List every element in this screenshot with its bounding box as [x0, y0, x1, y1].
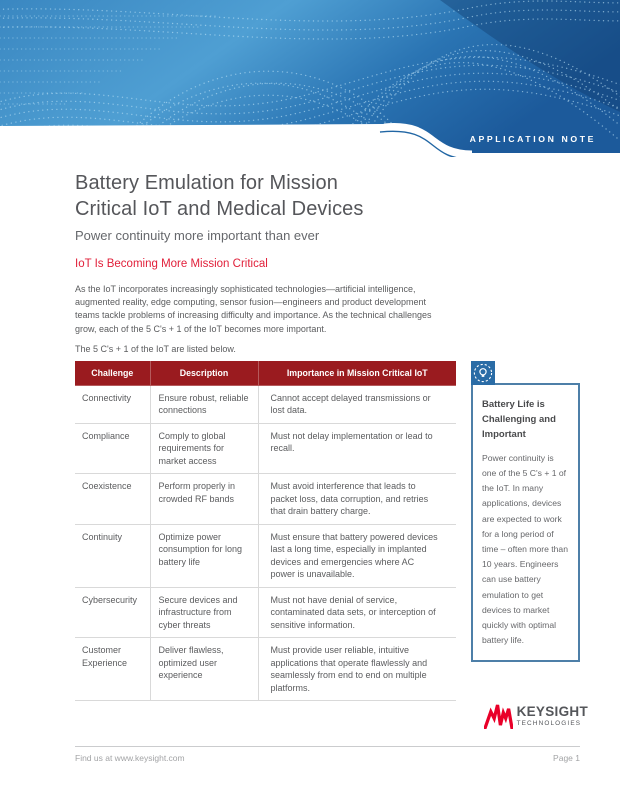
table-row [75, 524, 456, 587]
cell-importance: Must avoid interference that leads to packet loss, data corruption, and retries that drain battery charge. [258, 474, 456, 525]
document-title-line2: Critical IoT and Medical Devices [75, 198, 364, 220]
keysight-logo [484, 701, 588, 729]
table-and-sidebar-row [75, 361, 580, 702]
page-number: Page 1 [553, 753, 580, 763]
cell-description: Optimize power consumption for long battery life [150, 524, 258, 587]
column-header-importance: Importance in Mission Critical IoT [258, 361, 456, 386]
column-header-description: Description [150, 361, 258, 386]
cell-importance: Must not delay implementation or lead to recall. [258, 423, 456, 474]
callout-box [471, 383, 580, 663]
cell-challenge: Compliance [75, 423, 150, 474]
application-note-label: APPLICATION NOTE [469, 134, 596, 144]
table-header-row [75, 361, 456, 386]
intro-paragraph: As the IoT incorporates increasingly sophisticated technologies—artificial intelligence, augmented reality, edge computing, sensor fusion—engineers and product development teams tackle problems of increasing difficulty and importance. As the technical challenges grow, each of the 5 C's + 1 of the IoT becomes more important. [75, 284, 432, 334]
cell-importance: Must provide user reliable, intuitive applications that operate flawlessly and seamlessly from end to end on multiple platforms. [258, 638, 456, 701]
callout-heading: Battery Life is Challenging and Important [482, 398, 556, 440]
document-title-line1: Battery Emulation for Mission [75, 172, 338, 194]
table-row [75, 587, 456, 638]
keysight-logo-text [517, 701, 588, 727]
cell-challenge: Coexistence [75, 474, 150, 525]
cell-challenge: Customer Experience [75, 638, 150, 701]
page-footer [75, 746, 580, 763]
cell-description: Deliver flawless, optimized user experience [150, 638, 258, 701]
lightbulb-icon [471, 361, 495, 385]
table-row [75, 474, 456, 525]
header-banner [0, 0, 620, 157]
table-row [75, 423, 456, 474]
document-title [75, 170, 580, 222]
cell-description: Secure devices and infrastructure from cyber threats [150, 587, 258, 638]
table-row [75, 638, 456, 701]
callout-body: Power continuity is one of the 5 C's + 1 of the IoT. In many applications, devices are expected to work for a long period of time – often more than 10 years. Engineers can use battery emulation to get devices to market quickly with optimal battery life. [482, 452, 568, 646]
cell-challenge: Connectivity [75, 385, 150, 423]
cell-challenge: Continuity [75, 524, 150, 587]
cell-importance: Must ensure that battery powered devices last a long time, especially in implanted devices and emergencies where AC power is unavailable. [258, 524, 456, 587]
table-row [75, 385, 456, 423]
section-heading: IoT Is Becoming More Mission Critical [75, 258, 268, 270]
cell-importance: Cannot accept delayed transmissions or lost data. [258, 385, 456, 423]
cell-importance: Must not have denial of service, contaminated data sets, or interception of sensitive information. [258, 587, 456, 638]
keysight-logo-mark [484, 704, 513, 729]
cell-description: Ensure robust, reliable connections [150, 385, 258, 423]
table-lead-text: The 5 C's + 1 of the IoT are listed below. [75, 343, 236, 354]
footer-website-link[interactable]: Find us at www.keysight.com [75, 753, 185, 763]
column-header-challenge: Challenge [75, 361, 150, 386]
main-content [75, 170, 580, 701]
cell-description: Perform properly in crowded RF bands [150, 474, 258, 525]
cell-description: Comply to global requirements for market access [150, 423, 258, 474]
document-subtitle: Power continuity more important than ever [75, 228, 320, 243]
logo-subtitle: TECHNOLOGIES [516, 720, 582, 727]
cell-challenge: Cybersecurity [75, 587, 150, 638]
logo-name: KEYSIGHT [516, 704, 588, 719]
challenges-table [75, 361, 456, 702]
